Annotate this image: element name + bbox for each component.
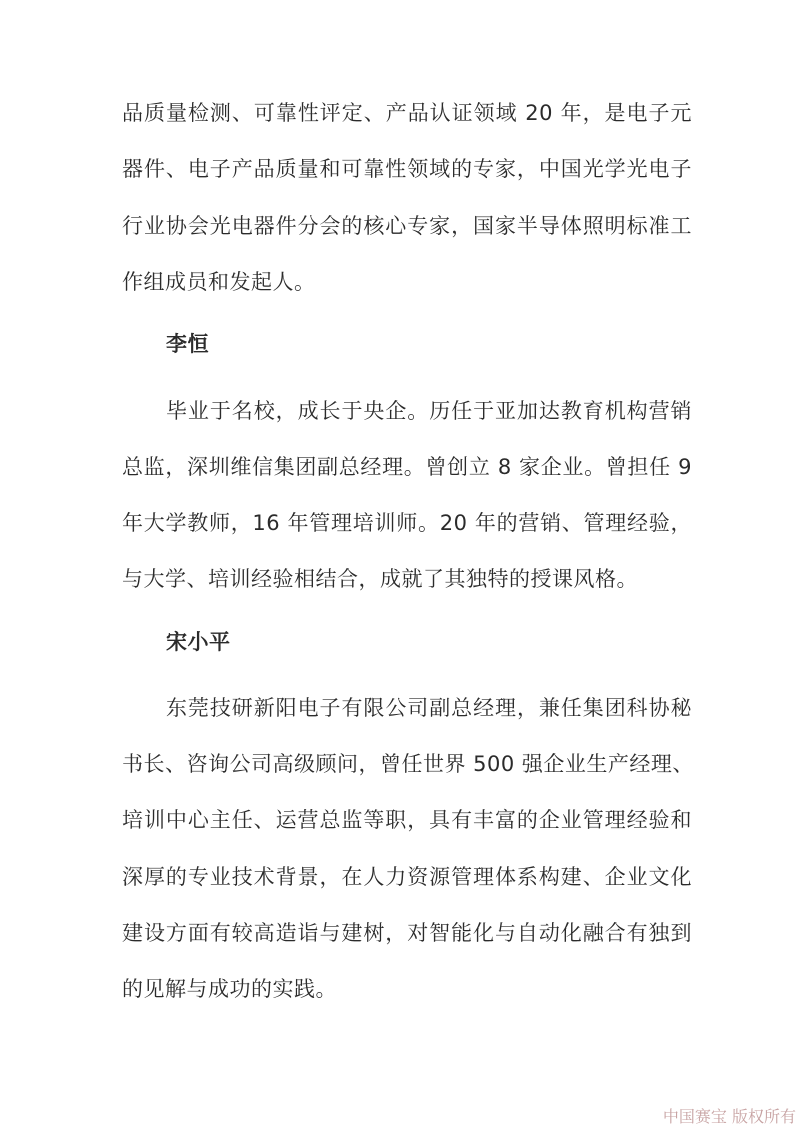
intro-line-2: 器件、电子产品质量和可靠性领域的专家，中国光学光电子 [122, 157, 692, 181]
person-2-line-4: 深厚的专业技术背景，在人力资源管理体系构建、企业文化 [122, 865, 692, 889]
person-2-line-3: 培训中心主任、运营总监等职，具有丰富的企业管理经验和 [122, 808, 692, 832]
person-1-line-4: 与大学、培训经验相结合，成就了其独特的授课风格。 [122, 567, 638, 591]
person-2-line-6: 的见解与成功的实践。 [122, 977, 337, 1001]
person-1-line-3: 年大学教师，16 年管理培训师。20 年的营销、管理经验， [122, 511, 692, 535]
person-1-line-2: 总监，深圳维信集团副总经理。曾创立 8 家企业。曾担任 9 [122, 455, 692, 479]
person-2-line-2: 书长、咨询公司高级顾问，曾任世界 500 强企业生产经理、 [122, 752, 694, 776]
person-2-line-1: 东莞技研新阳电子有限公司副总经理，兼任集团科协秘 [166, 696, 692, 720]
person-2-name: 宋小平 [166, 630, 231, 654]
person-1-name: 李恒 [166, 332, 209, 356]
intro-line-1: 品质量检测、可靠性评定、产品认证领域 20 年，是电子元 [122, 101, 692, 125]
person-2-line-5: 建设方面有较高造诣与建树，对智能化与自动化融合有独到 [122, 921, 692, 945]
intro-line-4: 作组成员和发起人。 [122, 270, 316, 294]
person-1-line-1: 毕业于名校，成长于央企。历任于亚加达教育机构营销 [166, 399, 692, 423]
intro-line-3: 行业协会光电器件分会的核心专家，国家半导体照明标准工 [122, 214, 692, 238]
copyright-watermark: 中国赛宝 版权所有 [662, 1107, 796, 1126]
